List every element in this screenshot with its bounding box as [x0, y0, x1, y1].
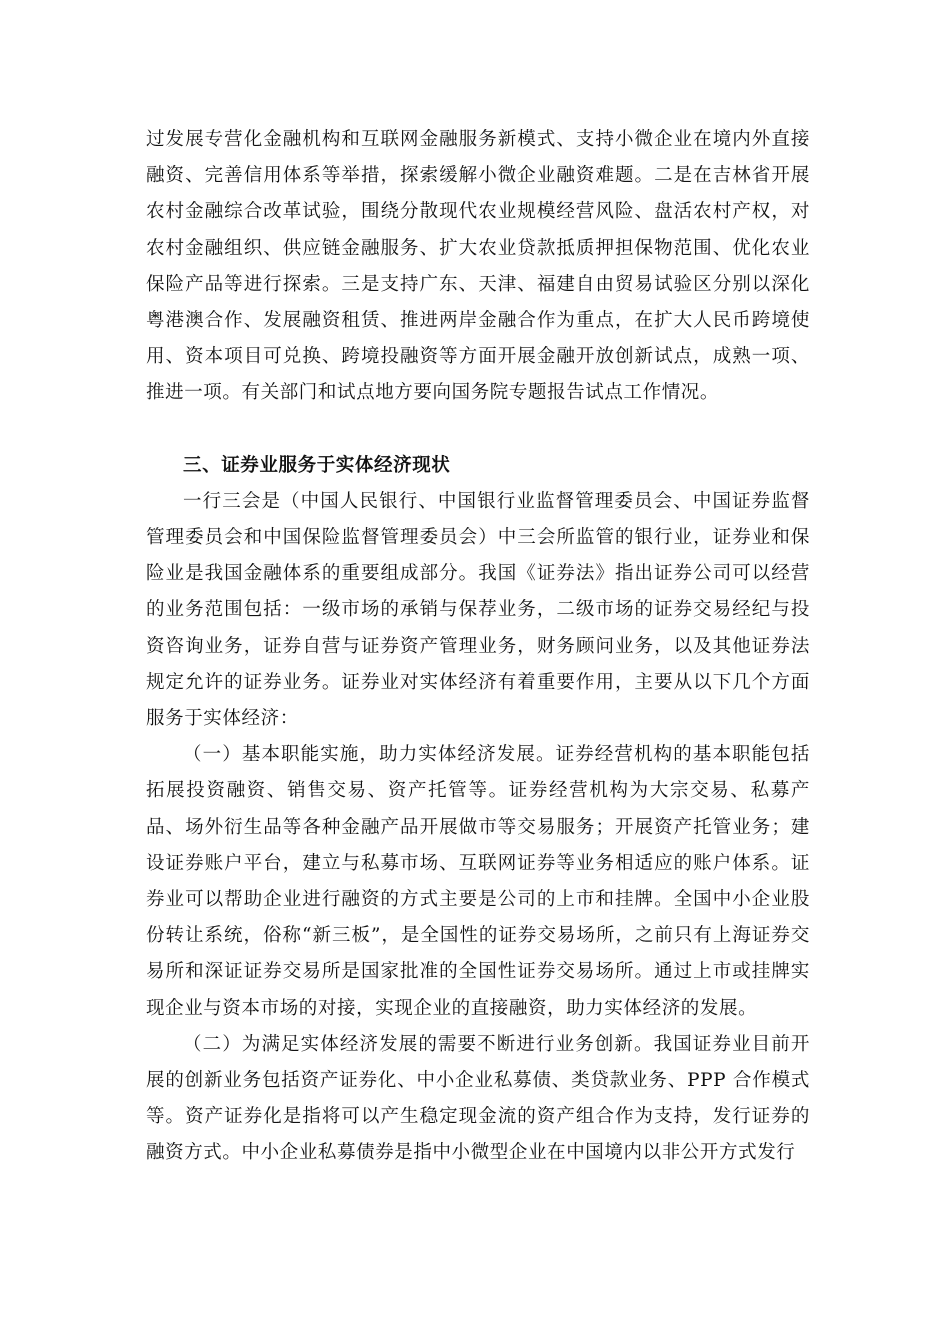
continued-paragraph: 过发展专营化金融机构和互联网金融服务新模式、支持小微企业在境内外直接融资、完善信用体系等举措，探索缓解小微企业融资难题。二是在吉林省开展农村金融综合改革试验，围绕分散现代农业规模经营风险、盘活农村产权，对农村金融组织、供应链金融服务、扩大农业贷款抵质押担保物范围、优化农业保险产品等进行探索。三是支持广东、天津、福建自由贸易试验区分别以深化粤港澳合作、发展融资租赁、推进两岸金融合作为重点，在扩大人民币跨境使用、资本项目可兑换、跨境投融资等方面开展金融开放创新试点，成熟一项、推进一项。有关部门和试点地方要向国务院专题报告试点工作情况。 — [146, 129, 810, 404]
paragraph-one: （一）基本职能实施，助力实体经济发展。证券经营机构的基本职能包括拓展投资融资、销售交易、资产托管等。证券经营机构为大宗交易、私募产品、场外衍生品等各种金融产品开展做市等交易服务；开展资产托管业务；建设证券账户平台，建立与私募市场、互联网证券等业务相适应的账户体系。证券业可以帮助企业进行融资的方式主要是公司的上市和挂牌。全国中小企业股份转让系统，俗称“新三板”，是全国性的证券交易场所，之前只有上海证券交易所和深证证券交易所是国家批准的全国性证券交易场所。通过上市或挂牌实现企业与资本市场的对接，实现企业的直接融资，助力实体经济的发展。 — [146, 744, 810, 1019]
section-heading: 三、证券业服务于实体经济现状 — [183, 454, 451, 476]
paragraph-two: （二）为满足实体经济发展的需要不断进行业务创新。我国证券业目前开展的创新业务包括资产证券化、中小企业私募债、类贷款业务、PPP 合作模式等。资产证券化是指将可以产生稳定现金流的资产组合作为支持，发行证券的融资方式。中小企业私募债券是指中小微型企业在中国境内以非公开方式发行 — [146, 1033, 810, 1164]
intro-paragraph: 一行三会是（中国人民银行、中国银行业监督管理委员会、中国证券监督管理委员会和中国保险监督管理委员会）中三会所监管的银行业，证券业和保险业是我国金融体系的重要组成部分。我国《证券法》指出证券公司可以经营的业务范围包括：一级市场的承销与保荐业务，二级市场的证券交易经纪与投资咨询业务，证券自营与证券资产管理业务，财务顾问业务，以及其他证券法规定允许的证券业务。证券业对实体经济有着重要作用，主要从以下几个方面服务于实体经济： — [146, 490, 810, 730]
document-page — [146, 122, 810, 1172]
